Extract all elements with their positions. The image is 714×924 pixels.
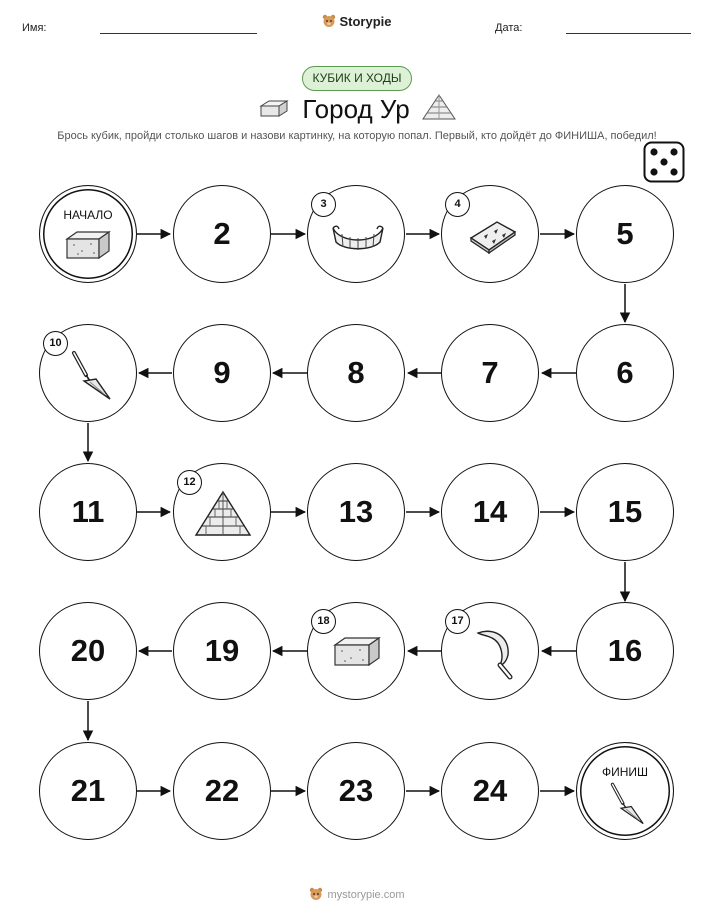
board-cell-picture[interactable] bbox=[173, 463, 271, 561]
brand-name: Storypie bbox=[339, 14, 392, 29]
board-cell-picture[interactable] bbox=[307, 602, 405, 700]
cell-number: 8 bbox=[347, 355, 365, 390]
brick-icon bbox=[332, 635, 382, 669]
title-text: Город Ур bbox=[302, 94, 410, 124]
board-cell[interactable] bbox=[576, 463, 674, 561]
cell-number-badge: 4 bbox=[445, 192, 470, 217]
sickle-icon bbox=[470, 627, 516, 681]
board-cell[interactable] bbox=[39, 742, 137, 840]
board-cell[interactable] bbox=[576, 185, 674, 283]
instructions: Брось кубик, пройди столько шагов и назови картинку, на которую попал. Первый, кто дойдёт до ФИНИША, победил! bbox=[57, 130, 657, 142]
cell-number: 16 bbox=[607, 633, 643, 668]
trowel-icon bbox=[68, 349, 114, 403]
cell-number: 24 bbox=[472, 773, 508, 808]
cell-number: 19 bbox=[204, 633, 240, 668]
cell-number: 5 bbox=[616, 216, 634, 251]
cell-number-badge: 10 bbox=[43, 331, 68, 356]
board-cell[interactable] bbox=[39, 602, 137, 700]
board-cell[interactable] bbox=[307, 324, 405, 422]
cell-number: 20 bbox=[70, 633, 106, 668]
cell-number: 22 bbox=[204, 773, 240, 808]
cell-number: 23 bbox=[338, 773, 374, 808]
board-cell-start[interactable] bbox=[39, 185, 137, 283]
cell-number: 14 bbox=[472, 494, 508, 529]
reed-boat-icon bbox=[330, 220, 386, 254]
cell-number: 2 bbox=[213, 216, 231, 251]
ziggurat-icon bbox=[194, 490, 252, 538]
cell-number: 13 bbox=[338, 494, 374, 529]
board-cell-finish[interactable] bbox=[576, 742, 674, 840]
board-cell[interactable] bbox=[173, 742, 271, 840]
cell-number-badge: 18 bbox=[311, 609, 336, 634]
cell-number: 21 bbox=[70, 773, 106, 808]
board-cell-picture[interactable] bbox=[307, 185, 405, 283]
name-label: Имя: bbox=[22, 22, 47, 34]
board-cell[interactable] bbox=[173, 185, 271, 283]
board-cell[interactable] bbox=[441, 463, 539, 561]
cell-number: 15 bbox=[607, 494, 643, 529]
brick-icon bbox=[64, 229, 112, 261]
board-cell[interactable] bbox=[307, 463, 405, 561]
date-label: Дата: bbox=[495, 22, 523, 34]
cell-number-badge: 12 bbox=[177, 470, 202, 495]
cell-number: 6 bbox=[616, 355, 634, 390]
board-cell[interactable] bbox=[173, 324, 271, 422]
cell-number: 9 bbox=[213, 355, 231, 390]
board-cell[interactable] bbox=[39, 463, 137, 561]
cell-number-badge: 17 bbox=[445, 609, 470, 634]
board-cell[interactable] bbox=[441, 324, 539, 422]
clay-tablet-icon bbox=[467, 218, 519, 254]
board-cell[interactable] bbox=[576, 602, 674, 700]
board-cell[interactable] bbox=[173, 602, 271, 700]
start-label: НАЧАЛО bbox=[63, 208, 113, 222]
board-cell[interactable] bbox=[441, 742, 539, 840]
board-cell[interactable] bbox=[307, 742, 405, 840]
board-cell-picture[interactable] bbox=[39, 324, 137, 422]
cell-number-badge: 3 bbox=[311, 192, 336, 217]
finish-label: ФИНИШ bbox=[601, 765, 649, 779]
cell-number: 7 bbox=[481, 355, 499, 390]
bear-logo-icon bbox=[309, 887, 323, 901]
trowel-icon bbox=[607, 781, 647, 827]
board-cell-picture[interactable] bbox=[441, 185, 539, 283]
footer bbox=[0, 887, 714, 901]
game-type-badge: КУБИК И ХОДЫ bbox=[302, 66, 412, 91]
board-cell[interactable] bbox=[576, 324, 674, 422]
cell-number: 11 bbox=[71, 494, 105, 529]
footer-site-link[interactable]: mystorypie.com bbox=[327, 889, 405, 901]
board-cell-picture[interactable] bbox=[441, 602, 539, 700]
